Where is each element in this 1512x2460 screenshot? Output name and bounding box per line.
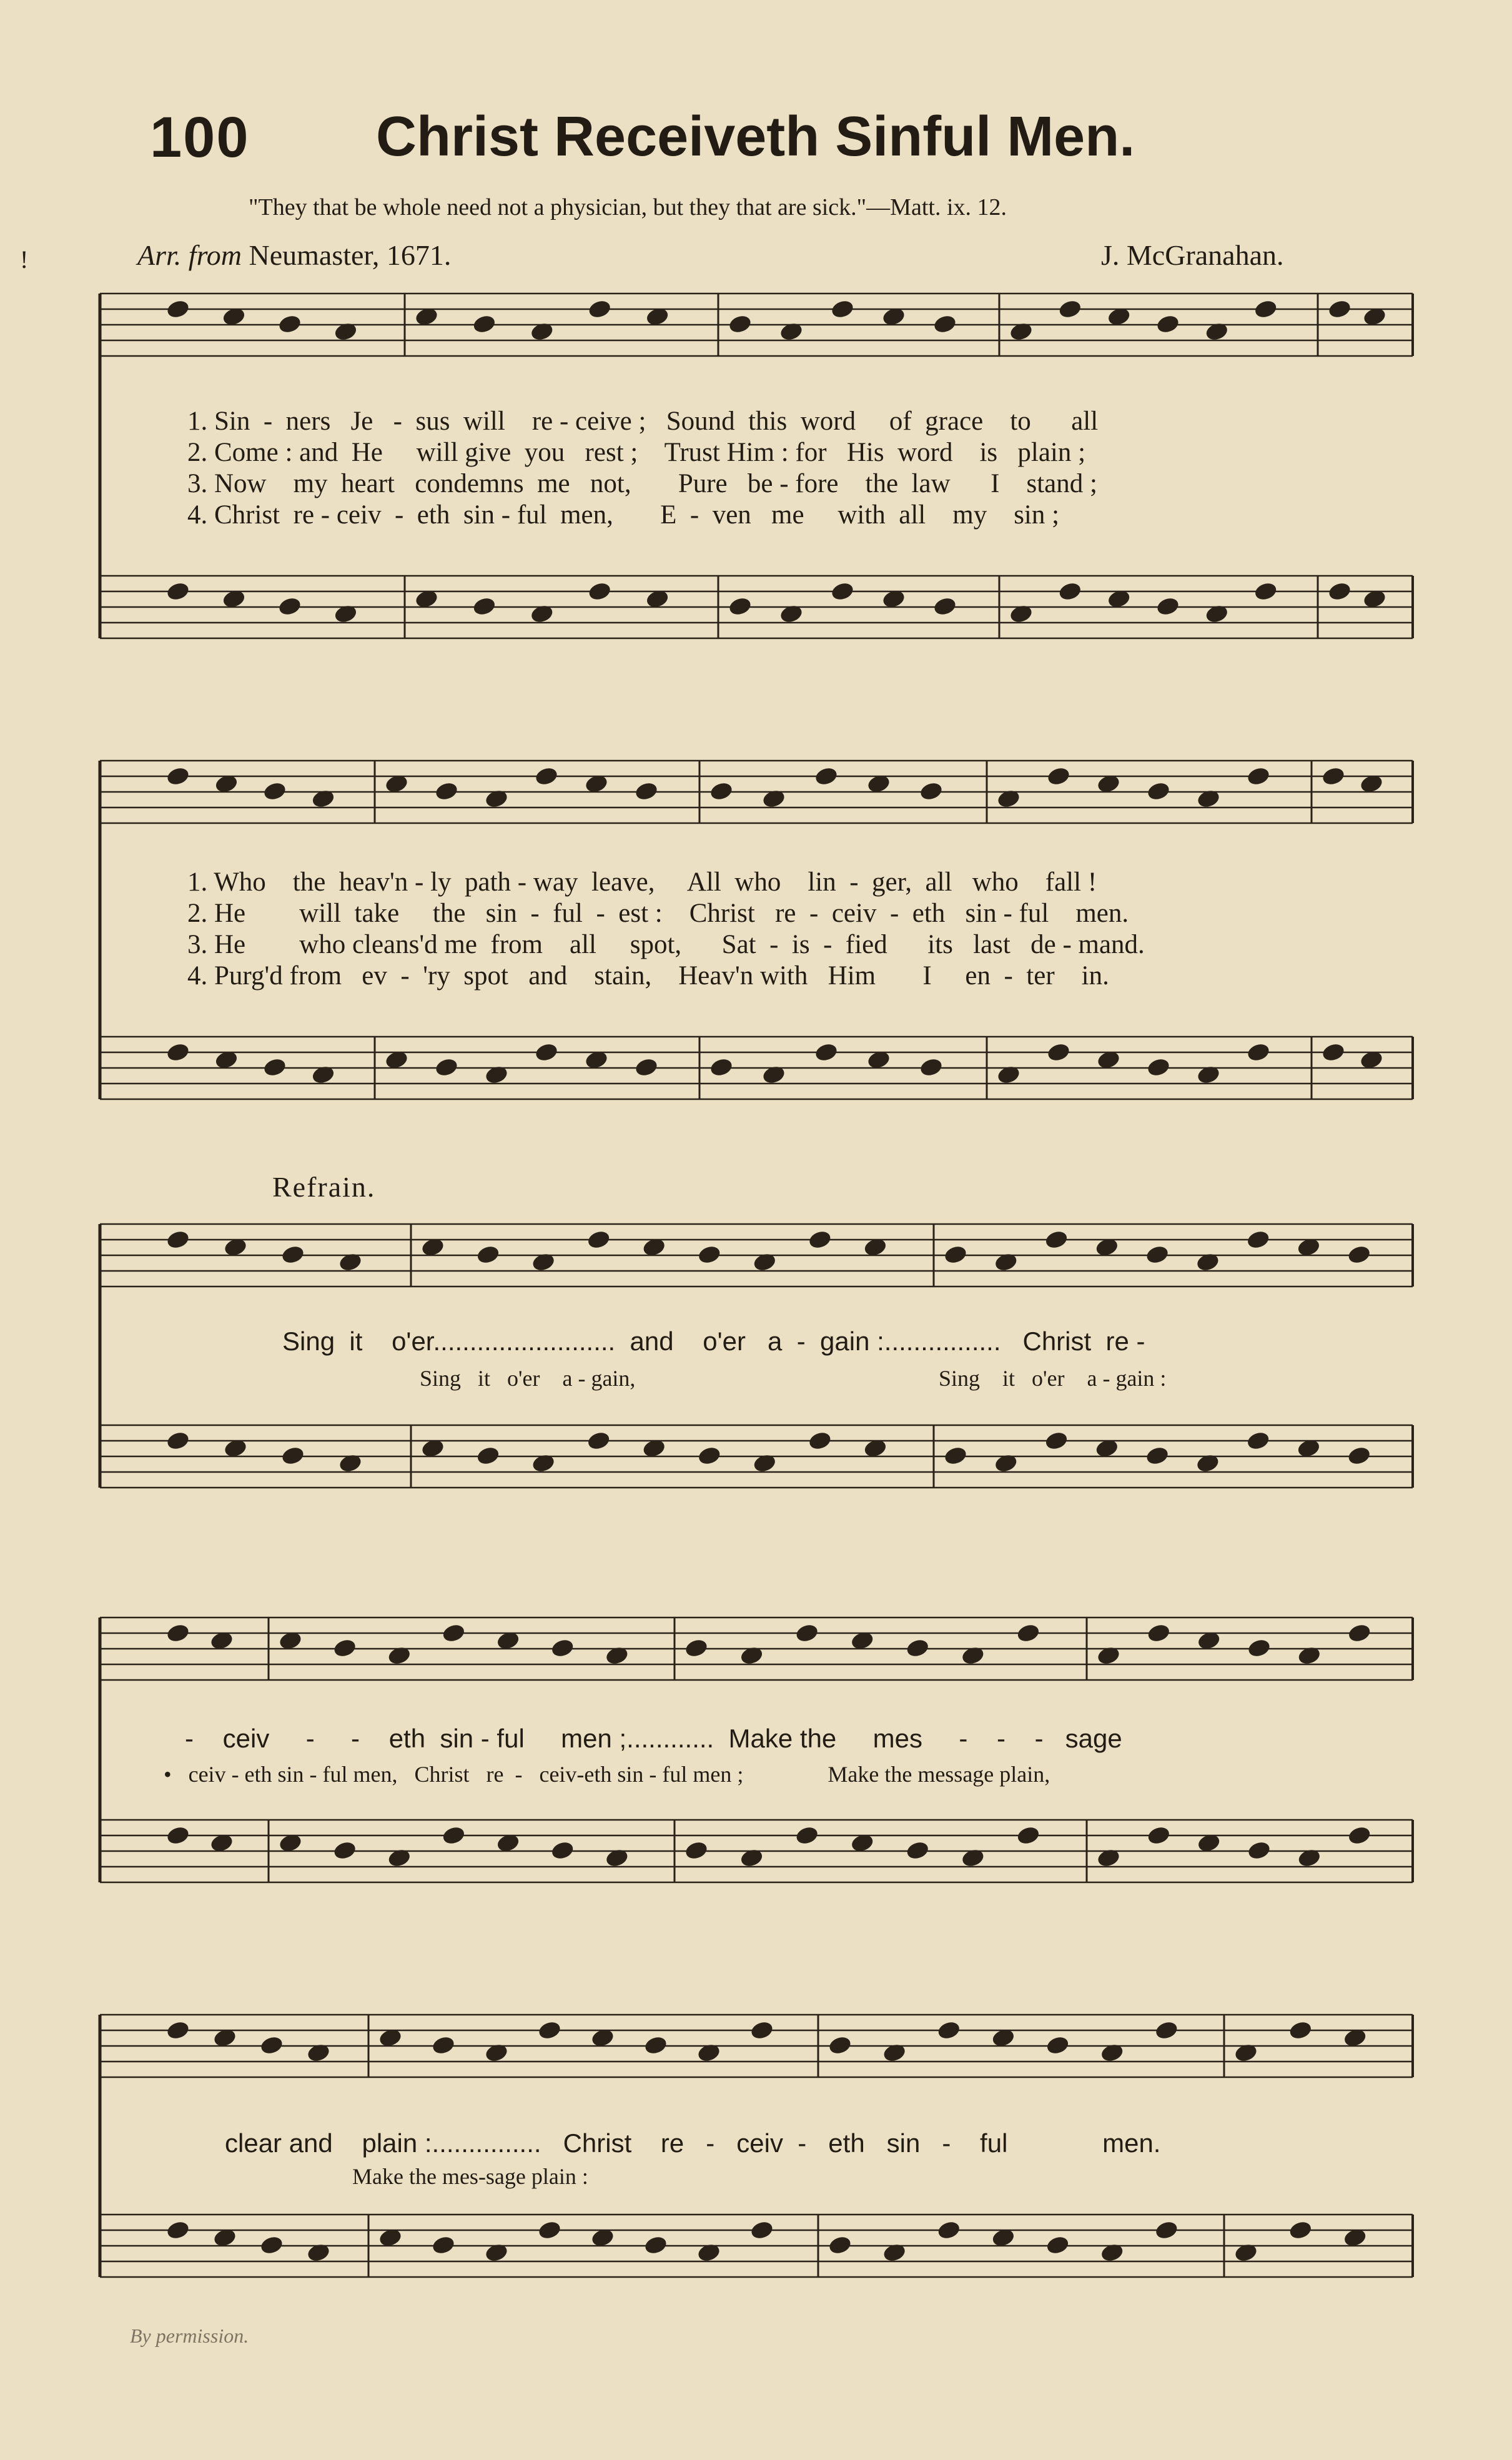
note-head <box>415 590 437 608</box>
note-head <box>1017 1826 1039 1844</box>
note-head <box>435 782 457 800</box>
note-head <box>1298 1238 1320 1256</box>
note-head <box>1348 1245 1370 1263</box>
note-head <box>809 1431 831 1450</box>
note-head <box>1328 582 1350 600</box>
composer-credit: J. McGranahan. <box>1101 239 1284 271</box>
note-head <box>422 1238 443 1256</box>
note-head <box>751 2221 773 2239</box>
note-head <box>646 307 668 325</box>
note-head <box>1348 1826 1370 1844</box>
note-head <box>882 307 904 325</box>
note-head <box>864 1238 886 1256</box>
note-head <box>215 1050 237 1069</box>
note-head <box>1255 582 1277 600</box>
note-head <box>432 2036 454 2054</box>
note-head <box>279 597 300 615</box>
note-head <box>279 1631 301 1649</box>
note-head <box>334 1639 356 1657</box>
note-head <box>920 782 942 800</box>
note-head <box>882 590 904 608</box>
note-head <box>1157 597 1178 615</box>
note-head <box>1017 1624 1039 1642</box>
note-head <box>1247 1043 1269 1061</box>
note-head <box>1147 1245 1169 1263</box>
note-head <box>829 2236 851 2254</box>
note-head <box>934 597 956 615</box>
note-head <box>210 1834 232 1852</box>
note-head <box>1157 315 1178 333</box>
note-head <box>1247 767 1269 785</box>
note-head <box>432 2236 454 2254</box>
note-head <box>944 1446 966 1465</box>
note-head <box>643 1238 665 1256</box>
note-head <box>1298 1439 1320 1457</box>
scripture-epigraph: "They that be whole need not a physician, but they that are sick."—Matt. ix. 12. <box>249 194 1007 220</box>
note-head <box>867 774 889 793</box>
note-head <box>851 1834 873 1852</box>
note-head <box>167 1230 189 1248</box>
note-head <box>1348 1446 1370 1465</box>
note-head <box>435 1058 457 1076</box>
refrain-echo-3: Make the mes-sage plain : <box>352 2164 588 2189</box>
stanza-3-line-2: 3. He who cleans'd me from all spot, Sat - is - fied its last de - mand. <box>187 930 1145 959</box>
note-head <box>497 1631 519 1649</box>
footer-credit: By permission. <box>130 2324 249 2347</box>
note-head <box>1045 1230 1067 1248</box>
note-head <box>1322 767 1344 785</box>
note-head <box>385 774 407 793</box>
note-head <box>264 1058 285 1076</box>
note-head <box>473 597 495 615</box>
note-head <box>214 2028 235 2047</box>
note-head <box>938 2021 960 2039</box>
note-head <box>1096 1238 1118 1256</box>
note-head <box>260 2236 282 2254</box>
note-head <box>167 582 189 600</box>
note-head <box>1290 2021 1312 2039</box>
note-head <box>710 782 732 800</box>
note-head <box>477 1245 499 1263</box>
note-head <box>992 2228 1014 2246</box>
note-head <box>646 590 668 608</box>
stanza-4-line-2: 4. Purg'd from ev - 'ry spot and stain, Heav'n with Him I en - ter in. <box>187 961 1109 990</box>
note-head <box>1047 767 1069 785</box>
note-head <box>279 315 300 333</box>
note-head <box>1248 1639 1270 1657</box>
note-head <box>1248 1841 1270 1859</box>
note-head <box>535 1043 557 1061</box>
note-head <box>831 582 853 600</box>
note-head <box>1360 1050 1382 1069</box>
note-head <box>385 1050 407 1069</box>
note-head <box>167 1431 189 1450</box>
note-head <box>1255 300 1277 318</box>
note-head <box>538 2021 560 2039</box>
note-head <box>279 1834 301 1852</box>
note-head <box>473 315 495 333</box>
note-head <box>815 1043 837 1061</box>
arranger-credit <box>137 239 451 272</box>
note-head <box>1045 1431 1067 1450</box>
note-head <box>591 2228 613 2246</box>
note-head <box>710 1058 732 1076</box>
note-head <box>1147 782 1169 800</box>
note-head <box>1147 1058 1169 1076</box>
note-head <box>591 2028 613 2047</box>
refrain-echo-2: • ceiv - eth sin - ful men, Christ re - ceiv-eth sin - ful men ; Make the message plain, <box>164 1762 1050 1787</box>
note-head <box>635 1058 657 1076</box>
note-head <box>1096 1439 1118 1457</box>
note-head <box>643 1439 665 1457</box>
note-head <box>443 1624 465 1642</box>
note-head <box>585 1050 607 1069</box>
note-head <box>264 782 285 800</box>
refrain-line-1: Sing it o'er......................... and o'er a - gain :................ Christ re - <box>282 1326 1145 1356</box>
note-head <box>224 1238 246 1256</box>
note-head <box>1059 300 1081 318</box>
note-head <box>851 1631 873 1649</box>
note-head <box>829 2036 851 2054</box>
note-head <box>282 1245 304 1263</box>
note-head <box>729 315 751 333</box>
note-head <box>831 300 853 318</box>
note-head <box>167 767 189 785</box>
note-head <box>167 2221 189 2239</box>
note-head <box>864 1439 886 1457</box>
note-head <box>415 307 437 325</box>
refrain-echo-1a: Sing it o'er a - gain, <box>420 1366 636 1391</box>
stanza-1-line-1: 1. Sin - ners Je - sus will re - ceive ; Sound this word of grace to all <box>187 407 1099 436</box>
note-head <box>224 1439 246 1457</box>
note-head <box>938 2221 960 2239</box>
note-head <box>698 1446 720 1465</box>
note-head <box>1108 307 1130 325</box>
note-head <box>685 1841 707 1859</box>
note-head <box>698 1245 720 1263</box>
note-head <box>551 1841 573 1859</box>
hymn-title: Christ Receiveth Sinful Men. <box>376 106 1135 168</box>
note-head <box>1328 300 1350 318</box>
note-head <box>1198 1631 1220 1649</box>
arranger-prefix: Arr. from <box>137 239 242 271</box>
note-head <box>1247 1230 1269 1248</box>
note-head <box>1348 1624 1370 1642</box>
stanza-4-line-1: 4. Christ re - ceiv - eth sin - ful men, E - ven me with all my sin ; <box>187 500 1060 530</box>
refrain-line-2: - ceiv - - eth sin - ful men ;............ Make the mes - - - sage <box>185 1724 1122 1753</box>
note-head <box>215 774 237 793</box>
note-head <box>796 1826 818 1844</box>
note-head <box>167 1624 189 1642</box>
note-head <box>167 1826 189 1844</box>
note-head <box>588 1431 610 1450</box>
note-head <box>635 782 657 800</box>
note-head <box>907 1639 929 1657</box>
arranger-source: Neumaster, 1671. <box>249 239 452 271</box>
note-head <box>944 1245 966 1263</box>
stanza-1-line-2: 1. Who the heav'n - ly path - way leave, All who lin - ger, all who fall ! <box>187 867 1097 897</box>
note-head <box>477 1446 499 1465</box>
note-head <box>334 1841 356 1859</box>
note-head <box>1047 1043 1069 1061</box>
note-head <box>223 590 245 608</box>
note-head <box>1155 2221 1177 2239</box>
note-head <box>1148 1624 1170 1642</box>
note-head <box>379 2028 401 2047</box>
refrain-echo-1b: Sing it o'er a - gain : <box>939 1366 1167 1391</box>
note-head <box>1290 2221 1312 2239</box>
note-head <box>1148 1826 1170 1844</box>
note-head <box>645 2036 666 2054</box>
note-head <box>1097 774 1119 793</box>
note-head <box>796 1624 818 1642</box>
note-head <box>167 1043 189 1061</box>
note-head <box>815 767 837 785</box>
note-head <box>1047 2236 1069 2254</box>
note-head <box>729 597 751 615</box>
note-head <box>443 1826 465 1844</box>
note-head <box>210 1631 232 1649</box>
note-head <box>992 2028 1014 2047</box>
note-head <box>1360 774 1382 793</box>
note-head <box>1108 590 1130 608</box>
note-head <box>551 1639 573 1657</box>
note-head <box>535 767 557 785</box>
note-head <box>1155 2021 1177 2039</box>
note-head <box>685 1639 707 1657</box>
note-head <box>1322 1043 1344 1061</box>
note-head <box>1344 2028 1366 2047</box>
note-head <box>167 2021 189 2039</box>
note-head <box>260 2036 282 2054</box>
stanza-3-line-1: 3. Now my heart condemns me not, Pure be - fore the law I stand ; <box>187 469 1097 498</box>
note-head <box>1247 1431 1269 1450</box>
note-head <box>907 1841 929 1859</box>
note-head <box>1147 1446 1169 1465</box>
note-head <box>588 1230 610 1248</box>
note-head <box>167 300 189 318</box>
note-head <box>422 1439 443 1457</box>
note-head <box>934 315 956 333</box>
refrain-line-3: clear and plain :............... Christ re - ceiv - eth sin - ful men. <box>225 2128 1161 2158</box>
note-head <box>1344 2228 1366 2246</box>
note-head <box>214 2228 235 2246</box>
note-head <box>809 1230 831 1248</box>
note-head <box>585 774 607 793</box>
note-head <box>538 2221 560 2239</box>
note-head <box>497 1834 519 1852</box>
note-head <box>282 1446 304 1465</box>
note-head <box>920 1058 942 1076</box>
note-head <box>1059 582 1081 600</box>
margin-mark: ! <box>20 245 29 274</box>
note-head <box>1363 590 1385 608</box>
note-head <box>1198 1834 1220 1852</box>
note-head <box>1363 307 1385 325</box>
note-head <box>589 300 611 318</box>
hymn-number: 100 <box>150 106 250 169</box>
note-head <box>1097 1050 1119 1069</box>
stanza-2-line-2: 2. He will take the sin - ful - est : Christ re - ceiv - eth sin - ful men. <box>187 899 1129 928</box>
note-head <box>1047 2036 1069 2054</box>
stanza-2-line-1: 2. Come : and He will give you rest ; Trust Him : for His word is plain ; <box>187 438 1086 467</box>
note-head <box>867 1050 889 1069</box>
note-head <box>751 2021 773 2039</box>
note-head <box>223 307 245 325</box>
note-head <box>589 582 611 600</box>
note-head <box>645 2236 666 2254</box>
note-head <box>379 2228 401 2246</box>
refrain-label: Refrain. <box>272 1171 376 1203</box>
